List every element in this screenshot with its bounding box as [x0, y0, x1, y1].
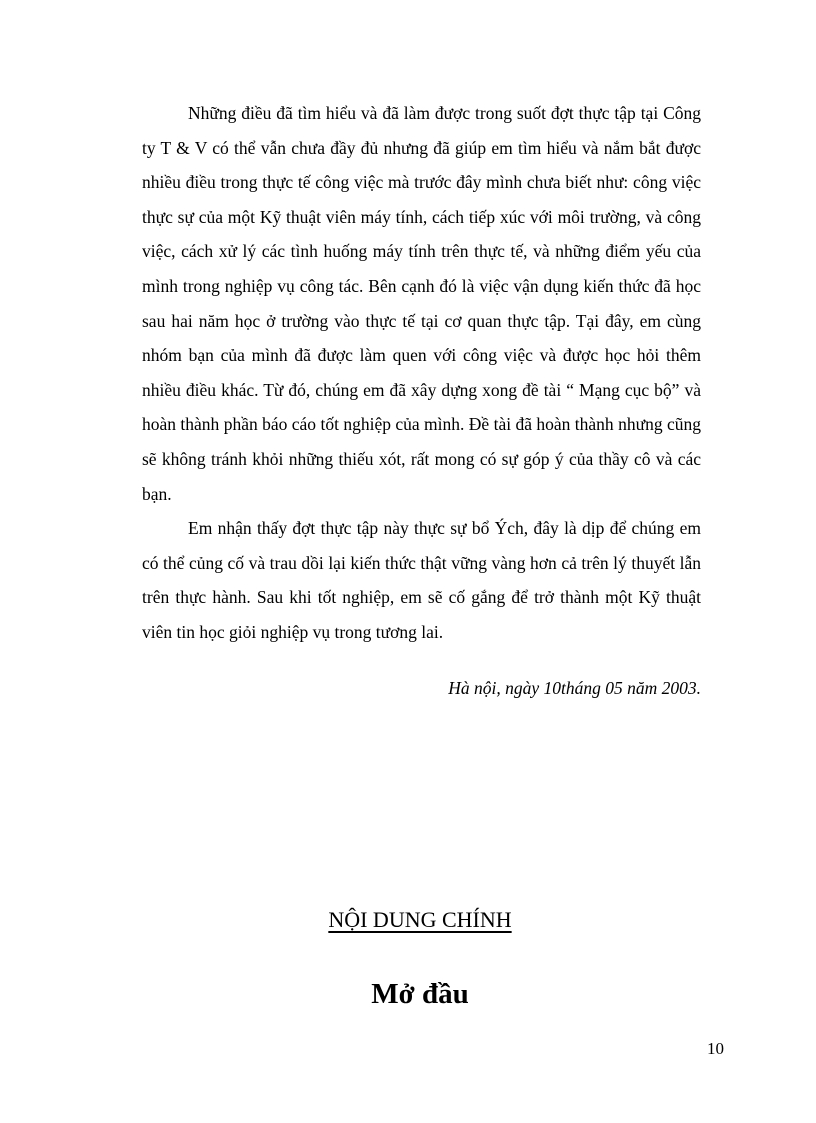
paragraph-conclusion: Em nhận thấy đợt thực tập này thực sự bổ Ých, đây là dịp để chúng em có thể củng cố và trau dồi lại kiến thức thật vững vàng hơn cả trên lý thuyết lẫn trên thực hành. Sau khi tốt nghiệp, em sẽ cố gắng để trở thành một Kỹ thuật viên tin học giỏi nghiệp vụ trong tương lai. [142, 518, 701, 642]
section-heading: NỘI DUNG CHÍNH [328, 907, 512, 932]
page-number: 10 [707, 1039, 724, 1058]
body-text [142, 96, 701, 650]
date-line: Hà nội, ngày 10tháng 05 năm 2003. [448, 678, 701, 698]
paragraph-internship-summary: Những điều đã tìm hiểu và đã làm được trong suốt đợt thực tập tại Công ty T & V có thể vẫn chưa đầy đủ nhưng đã giúp em tìm hiểu và nắm bắt được nhiều điều trong thực tế công việc mà trước đây mình chưa biết như: công việc thực sự của một Kỹ thuật viên máy tính, cách tiếp xúc với môi trường, và công việc, cách xử lý các tình huống máy tính trên thực tế, và những điểm yếu của mình trong nghiệp vụ công tác. Bên cạnh đó là việc vận dụng kiến thức đã học sau hai năm học ở trường vào thực tế tại cơ quan thực tập. Tại đây, em cùng nhóm bạn của mình đã được làm quen với công việc và được học hỏi thêm nhiều điều khác. Từ đó, chúng em đã xây dựng xong đề tài “ Mạng cục bộ” và hoàn thành phần báo cáo tốt nghiệp của mình. Đề tài đã hoàn thành nhưng cũng sẽ không tránh khỏi những thiếu xót, rất mong có sự góp ý của thầy cô và các bạn. [142, 103, 701, 504]
chapter-title: Mở đầu [371, 978, 469, 1010]
